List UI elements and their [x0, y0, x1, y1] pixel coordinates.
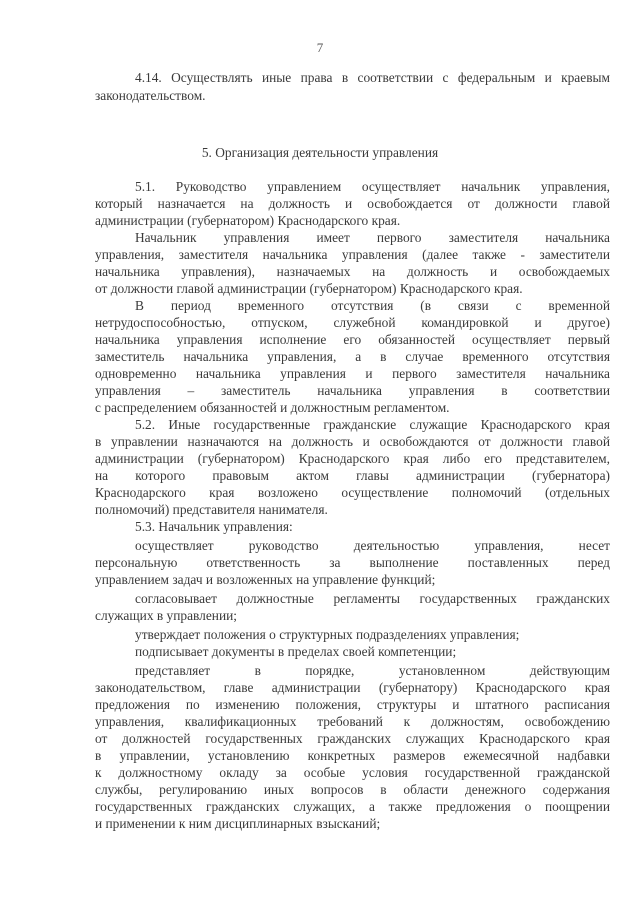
- text-line: администрации (губернатором) Краснодарского края.: [95, 213, 401, 228]
- page-number: 7: [316, 40, 324, 55]
- text-line: от должности главой администрации (губернатором) Краснодарского края.: [95, 281, 523, 296]
- text-line: служащих в управлении;: [95, 608, 238, 623]
- text-line: управления – заместитель начальника управления в соответствии: [95, 383, 610, 398]
- text-line: начальника управления), назначаемых на должность и освобождаемых: [95, 264, 610, 279]
- text-line: законодательством, главе администрации (губернатору) Краснодарского края: [95, 680, 610, 695]
- text-line: Краснодарского края возложено осуществление полномочий (отдельных: [95, 485, 610, 500]
- text-line: заместитель начальника управления, а в случае временного отсутствия: [95, 349, 610, 364]
- text-line: подписывает документы в пределах своей компетенции;: [135, 644, 457, 659]
- text-line: Начальник управления имеет первого заместителя начальника: [135, 230, 610, 245]
- text-line: управления, квалификационных требований к должностям, освобождению: [95, 714, 610, 729]
- text-line: начальника управления исполнение его обязанностей осуществляет первый: [95, 332, 610, 347]
- text-line: В период временного отсутствия (в связи с временной: [135, 298, 610, 313]
- text-line: и применении к ним дисциплинарных взысканий;: [95, 816, 381, 831]
- text-line: к должностному окладу за особые условия государственной гражданской: [95, 765, 610, 780]
- text-line: государственных гражданских служащих, а также предложения о поощрении: [95, 799, 610, 814]
- text-line: управления, заместителя начальника управления (далее также - заместители: [95, 247, 610, 262]
- text-line: утверждает положения о структурных подразделениях управления;: [135, 627, 520, 642]
- text-line: на которого правовым актом главы администрации (губернатора): [95, 468, 610, 483]
- text-line: администрации (губернатором) Краснодарского края либо его представителем,: [95, 451, 610, 466]
- text-line: службы, регулированию иных вопросов в области денежного содержания: [95, 782, 610, 797]
- text-line: законодательством.: [95, 88, 206, 103]
- text-line: в управлении, установлению конкретных размеров ежемесячной надбавки: [95, 748, 610, 763]
- text-line: персональную ответственность за выполнение поставленных перед: [95, 555, 610, 570]
- section-heading: 5. Организация деятельности управления: [201, 145, 439, 160]
- text-line: управлением задач и возложенных на управление функций;: [95, 572, 436, 587]
- text-line: 5.3. Начальник управления:: [135, 519, 293, 534]
- text-line: от должностей государственных гражданских служащих Краснодарского края: [95, 731, 610, 746]
- text-line: полномочий) представителя нанимателя.: [95, 502, 328, 517]
- text-line: который назначается на должность и освобождается от должности главой: [95, 196, 610, 211]
- text-line: представляет в порядке, установленном действующим: [135, 663, 610, 678]
- text-line: в управлении назначаются на должность и освобождаются от должности главой: [95, 434, 610, 449]
- text-line: осуществляет руководство деятельностью управления, несет: [135, 538, 610, 553]
- text-line: 5.1. Руководство управлением осуществляет начальник управления,: [135, 179, 610, 194]
- text-line: с распределением обязанностей и должностным регламентом.: [95, 400, 450, 415]
- text-line: 5.2. Иные государственные гражданские служащие Краснодарского края: [135, 417, 610, 432]
- text-line: согласовывает должностные регламенты государственных гражданских: [135, 591, 610, 606]
- text-line: 4.14. Осуществлять иные права в соответствии с федеральным и краевым: [135, 70, 610, 85]
- text-line: одновременно начальника управления и первого заместителя начальника: [95, 366, 610, 381]
- text-line: нетрудоспособностью, отпуском, служебной командировкой и другое): [95, 315, 610, 330]
- text-line: предложения по изменению положения, структуры и штатного расписания: [95, 697, 610, 712]
